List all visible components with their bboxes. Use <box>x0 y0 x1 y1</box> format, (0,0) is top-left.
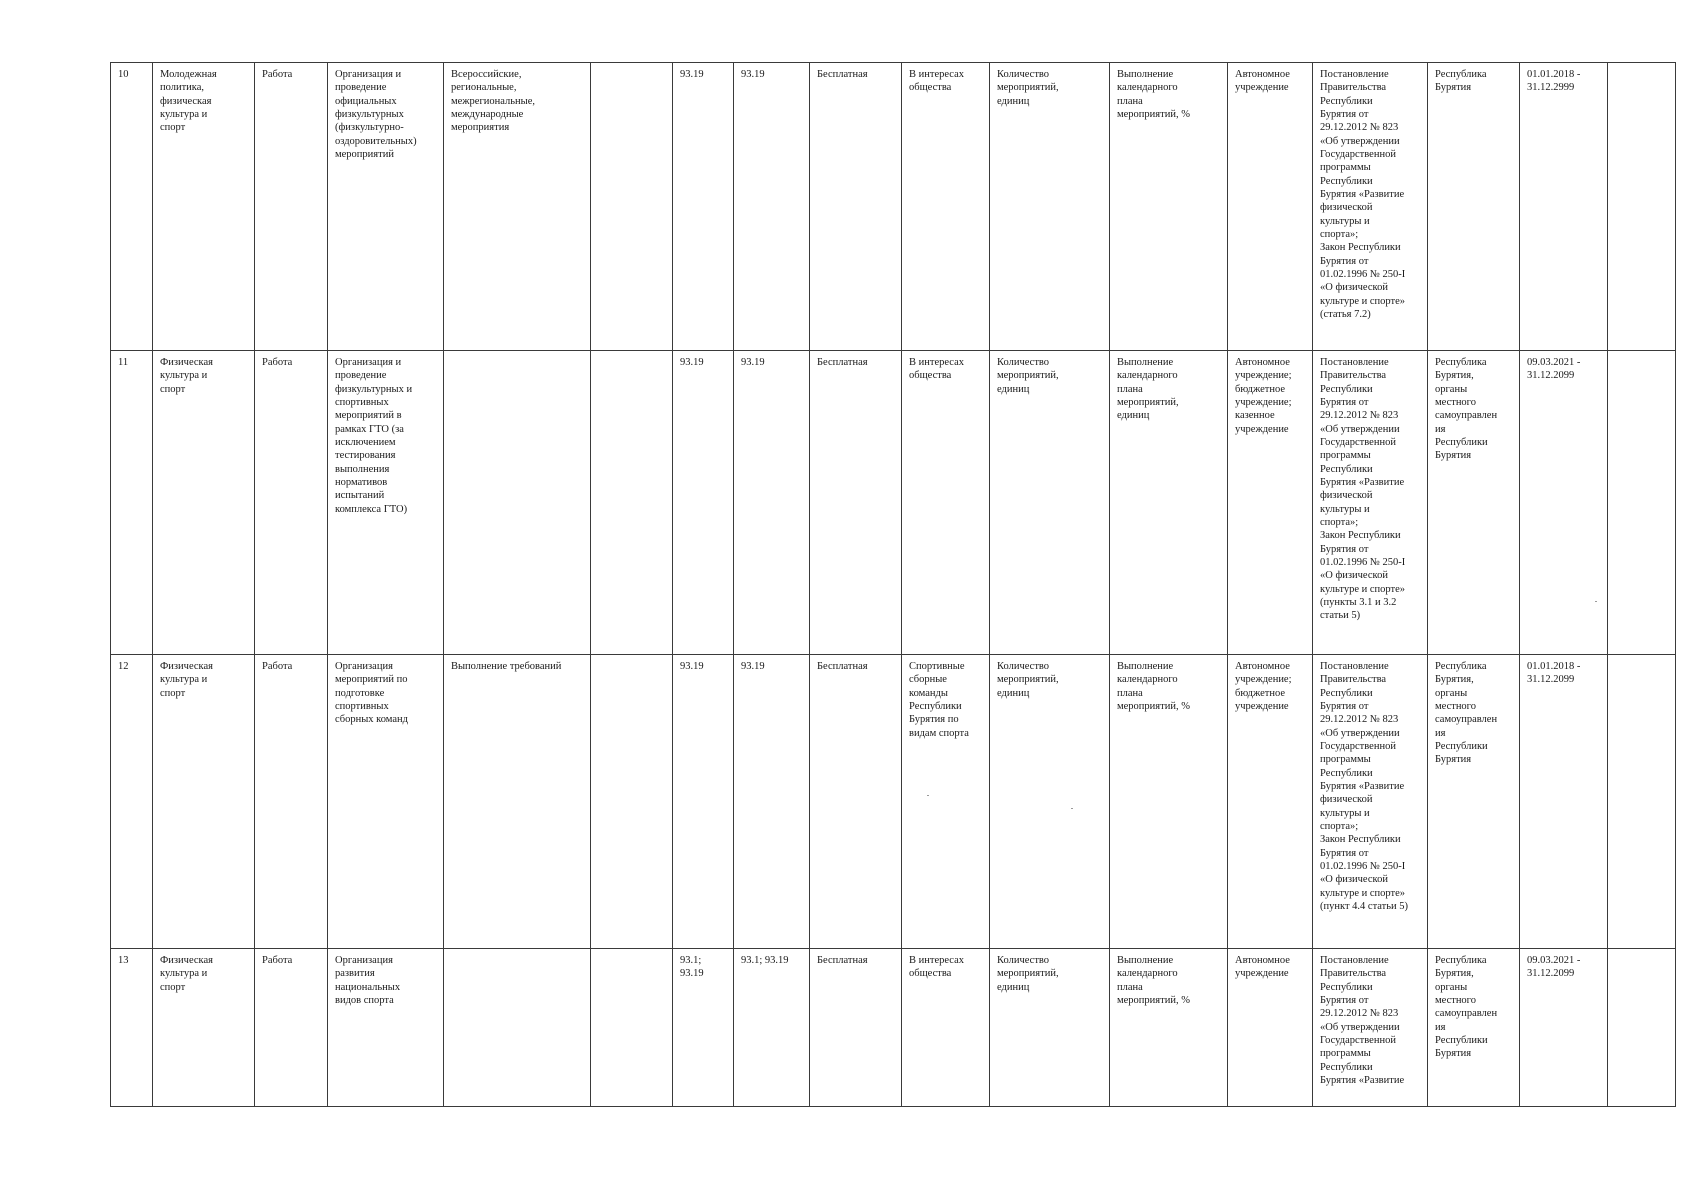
row-number-cell <box>111 655 153 949</box>
payment-type: Бесплатная <box>817 955 868 966</box>
dates-cell <box>1520 63 1608 351</box>
validity-dates: 09.03.2021 - 31.12.2099 <box>1527 955 1581 980</box>
consumers-cell <box>902 351 990 655</box>
name-cell <box>328 351 444 655</box>
sphere-cell <box>153 63 255 351</box>
quality-indicator: Выполнение календарного плана мероприятий, % <box>1117 955 1190 1006</box>
sphere-cell <box>153 655 255 949</box>
name-cell <box>328 63 444 351</box>
consumer-category: В интересах общества <box>909 69 964 94</box>
type-cell <box>255 655 328 949</box>
volume-indicator: Количество мероприятий, единиц <box>997 69 1059 107</box>
service-type: Работа <box>262 661 293 672</box>
name-cell <box>328 655 444 949</box>
volume-indicator: Количество мероприятий, единиц <box>997 661 1059 699</box>
institution-cell <box>1228 63 1313 351</box>
institution-type: Автономное учреждение; бюджетное учреждение; казенное учреждение <box>1235 357 1292 435</box>
note-cell <box>1608 655 1676 949</box>
conditions-cell <box>591 655 673 949</box>
okved-code-2: 93.19 <box>741 69 765 80</box>
okved-cell <box>673 655 734 949</box>
institution-type: Автономное учреждение <box>1235 955 1290 980</box>
quality-indicator: Выполнение календарного плана мероприятий, единиц <box>1117 357 1179 422</box>
institution-type: Автономное учреждение; бюджетное учреждение <box>1235 661 1292 712</box>
service-name: Организация и проведение официальных физкультурных (физкультурно- оздоровительных) мероприятий <box>335 69 417 160</box>
conditions-cell <box>591 351 673 655</box>
table-row <box>111 351 1676 655</box>
volume-indicator: Количество мероприятий, единиц <box>997 357 1059 395</box>
payment-cell <box>810 655 902 949</box>
consumers-cell <box>902 655 990 949</box>
service-type: Работа <box>262 357 293 368</box>
quality-indicator: Выполнение календарного плана мероприятий, % <box>1117 69 1190 120</box>
institution-type: Автономное учреждение <box>1235 69 1290 94</box>
okved-code: 93.19 <box>680 661 704 672</box>
authority-cell <box>1428 949 1520 1107</box>
consumer-category: В интересах общества <box>909 357 964 382</box>
validity-dates: 01.01.2018 - 31.12.2099 <box>1527 661 1581 686</box>
authority-cell <box>1428 351 1520 655</box>
volume-cell <box>990 351 1110 655</box>
content-cell <box>444 63 591 351</box>
basis-cell <box>1313 655 1428 949</box>
name-cell <box>328 949 444 1107</box>
okved-cell <box>673 351 734 655</box>
quality-cell <box>1110 655 1228 949</box>
table-row <box>111 949 1676 1107</box>
okved-cell-2 <box>734 351 810 655</box>
row-number-cell <box>111 63 153 351</box>
note-cell <box>1608 63 1676 351</box>
volume-cell <box>990 655 1110 949</box>
type-cell <box>255 949 328 1107</box>
service-name: Организация мероприятий по подготовке спортивных сборных команд <box>335 661 408 726</box>
institution-cell <box>1228 351 1313 655</box>
basis-cell <box>1313 949 1428 1107</box>
quality-cell <box>1110 949 1228 1107</box>
activity-sphere: Физическая культура и спорт <box>160 357 213 395</box>
quality-cell <box>1110 351 1228 655</box>
activity-sphere: Физическая культура и спорт <box>160 955 213 993</box>
row-number: 13 <box>118 955 129 966</box>
service-name: Организация развития национальных видов спорта <box>335 955 401 1006</box>
content-cell <box>444 351 591 655</box>
row-number-cell <box>111 351 153 655</box>
activity-sphere: Физическая культура и спорт <box>160 661 213 699</box>
founder-authority: Республика Бурятия, органы местного самоуправлен ия Республики Бурятия <box>1435 661 1498 766</box>
consumer-category: Спортивные сборные команды Республики Бурятия по видам спорта <box>909 661 969 739</box>
row-number: 10 <box>118 69 129 80</box>
note-cell <box>1608 949 1676 1107</box>
institution-cell <box>1228 949 1313 1107</box>
sphere-cell <box>153 351 255 655</box>
content-cell <box>444 949 591 1107</box>
founder-authority: Республика Бурятия, органы местного самоуправлен ия Республики Бурятия <box>1435 955 1498 1060</box>
dates-cell <box>1520 655 1608 949</box>
validity-dates: 09.03.2021 - 31.12.2099 <box>1527 357 1581 382</box>
basis-cell <box>1313 63 1428 351</box>
okved-code: 93.1; 93.19 <box>680 955 704 980</box>
okved-cell-2 <box>734 655 810 949</box>
service-name: Организация и проведение физкультурных и спортивных мероприятий в рамках ГТО (за исключением тестирования выполнения нормативов испытаний комплекса ГТО) <box>335 357 413 515</box>
okved-code-2: 93.19 <box>741 357 765 368</box>
type-cell <box>255 63 328 351</box>
payment-cell <box>810 949 902 1107</box>
row-number-cell <box>111 949 153 1107</box>
legal-basis: Постановление Правительства Республики Бурятия от 29.12.2012 № 823 «Об утверждении Государственной программы Республики Бурятия «Развитие физической культуры и спорта»; Закон Республики Бурятия от 01.02.1996 № 250-I «О физической культуре и спорте» (пункты 3.1 и 3.2 статьи 5) <box>1320 357 1406 622</box>
service-type: Работа <box>262 69 293 80</box>
row-number: 12 <box>118 661 129 672</box>
quality-indicator: Выполнение календарного плана мероприятий, % <box>1117 661 1190 712</box>
conditions-cell <box>591 63 673 351</box>
scan-speck <box>1595 601 1597 602</box>
legal-basis: Постановление Правительства Республики Бурятия от 29.12.2012 № 823 «Об утверждении Государственной программы Республики Бурятия «Развитие физической культуры и спорта»; Закон Республики Бурятия от 01.02.1996 № 250-I «О физической культуре и спорте» (статья 7.2) <box>1320 69 1406 320</box>
table-body <box>111 63 1676 1107</box>
type-cell <box>255 351 328 655</box>
founder-authority: Республика Бурятия <box>1435 69 1487 94</box>
content-cell <box>444 655 591 949</box>
service-content: Всероссийские, региональные, межрегиональные, международные мероприятия <box>451 69 536 134</box>
dates-cell <box>1520 949 1608 1107</box>
payment-cell <box>810 351 902 655</box>
authority-cell <box>1428 63 1520 351</box>
okved-code: 93.19 <box>680 69 704 80</box>
dates-cell <box>1520 351 1608 655</box>
okved-code-2: 93.1; 93.19 <box>741 955 789 966</box>
consumers-cell <box>902 63 990 351</box>
payment-type: Бесплатная <box>817 357 868 368</box>
legal-basis: Постановление Правительства Республики Бурятия от 29.12.2012 № 823 «Об утверждении Государственной программы Республики Бурятия «Развитие <box>1320 955 1405 1086</box>
volume-cell <box>990 949 1110 1107</box>
activity-sphere: Молодежная политика, физическая культура и спорт <box>160 69 217 134</box>
okved-cell <box>673 63 734 351</box>
okved-cell-2 <box>734 949 810 1107</box>
table-row <box>111 63 1676 351</box>
service-content: Выполнение требований <box>451 661 562 672</box>
legal-basis: Постановление Правительства Республики Бурятия от 29.12.2012 № 823 «Об утверждении Государственной программы Республики Бурятия «Развитие физической культуры и спорта»; Закон Республики Бурятия от 01.02.1996 № 250-I «О физической культуре и спорте» (пункт 4.4 статьи 5) <box>1320 661 1409 912</box>
services-register-table <box>110 62 1676 1107</box>
validity-dates: 01.01.2018 - 31.12.2999 <box>1527 69 1581 94</box>
consumers-cell <box>902 949 990 1107</box>
okved-code: 93.19 <box>680 357 704 368</box>
scan-speck <box>927 795 929 796</box>
conditions-cell <box>591 949 673 1107</box>
authority-cell <box>1428 655 1520 949</box>
service-type: Работа <box>262 955 293 966</box>
basis-cell <box>1313 351 1428 655</box>
payment-type: Бесплатная <box>817 69 868 80</box>
okved-code-2: 93.19 <box>741 661 765 672</box>
consumer-category: В интересах общества <box>909 955 964 980</box>
volume-cell <box>990 63 1110 351</box>
sphere-cell <box>153 949 255 1107</box>
table-row <box>111 655 1676 949</box>
payment-cell <box>810 63 902 351</box>
founder-authority: Республика Бурятия, органы местного самоуправлен ия Республики Бурятия <box>1435 357 1498 462</box>
okved-cell-2 <box>734 63 810 351</box>
scan-speck <box>1071 808 1073 809</box>
note-cell <box>1608 351 1676 655</box>
quality-cell <box>1110 63 1228 351</box>
volume-indicator: Количество мероприятий, единиц <box>997 955 1059 993</box>
institution-cell <box>1228 655 1313 949</box>
okved-cell <box>673 949 734 1107</box>
row-number: 11 <box>118 357 129 368</box>
payment-type: Бесплатная <box>817 661 868 672</box>
